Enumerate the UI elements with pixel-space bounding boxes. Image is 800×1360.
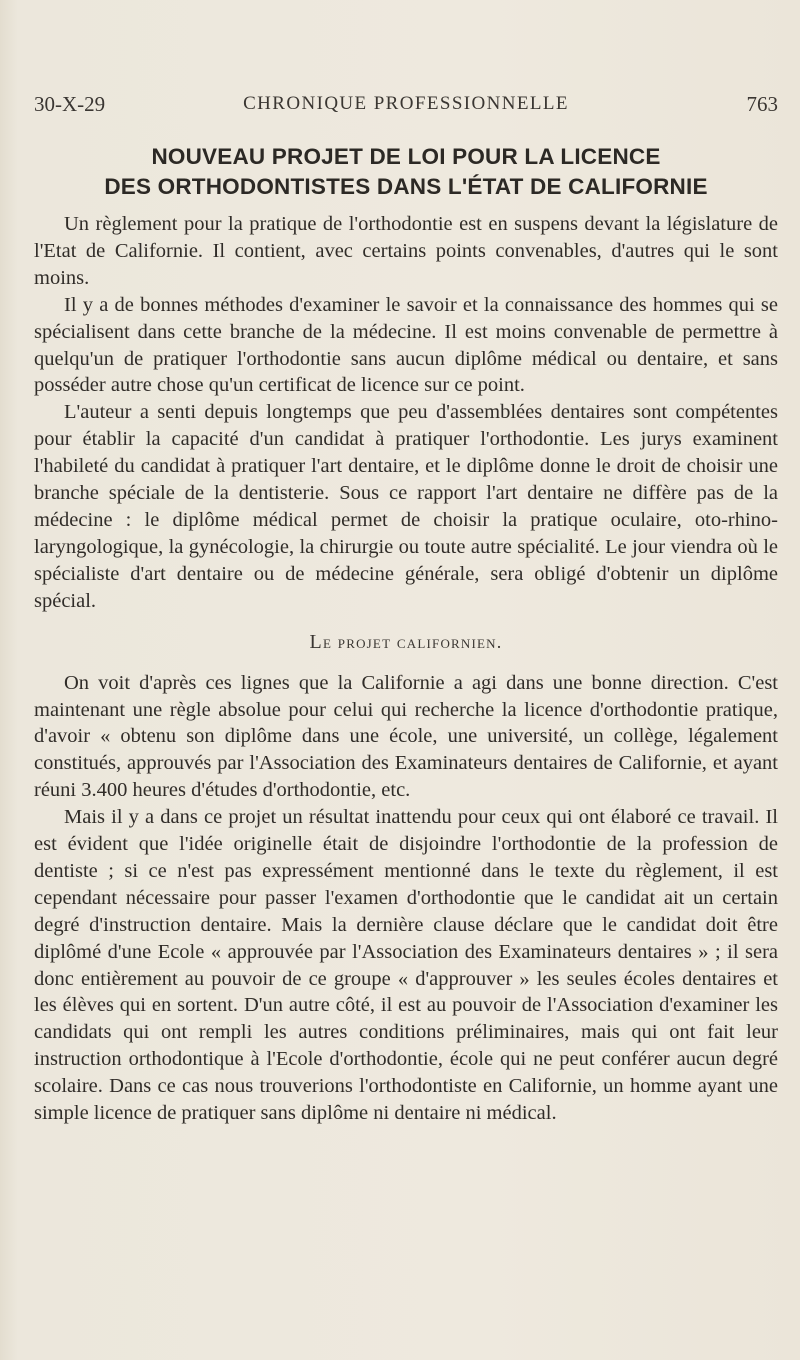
- article-title-line-1: NOUVEAU PROJET DE LOI POUR LA LICENCE: [151, 144, 661, 169]
- article-title: [34, 142, 778, 202]
- subheading-text: e projet californien.: [322, 631, 503, 652]
- section-title: CHRONIQUE PROFESSIONNELLE: [243, 93, 569, 114]
- section-subheading: [34, 630, 778, 654]
- paragraph-3: L'auteur a senti depuis longtemps que peu d'assemblées dentaires sont compétentes pour établir la capacité d'un candidat à pratiquer l'orthodontie. Les jurys examinent l'habileté du candidat à pratiquer l'art dentaire, et le diplôme donne le droit de choisir une branche spéciale de la dentisterie. Sous ce rapport l'art dentaire ne diffère pas de la médecine : le diplôme médical permet de choisir la pratique oculaire, oto-rhino-laryngologique, la gynécologie, la chirurgie ou toute autre spécialité. Le jour viendra où le spécialiste d'art dentaire ou de médecine générale, sera obligé d'obtenir un diplôme spécial.: [34, 401, 778, 612]
- paragraph-2: Il y a de bonnes méthodes d'examiner le savoir et la connaissance des hommes qui se spécialisent dans cette branche de la médecine. Il est moins convenable de permettre à quelqu'un de pratiquer l'orthodontie sans aucun diplôme médical ou dentaire, et sans posséder autre chose qu'un certificat de licence sur ce point.: [34, 293, 778, 397]
- paragraph-5: Mais il y a dans ce projet un résultat inattendu pour ceux qui ont élaboré ce travail. Il est évident que l'idée originelle était de disjoindre l'orthodontie de la profession de dentiste ; si ce n'est pas expressément mentionné dans le texte du règlement, il est cependant nécessaire pour passer l'examen d'orthodontie que le candidat ait un certain degré d'instruction dentaire. Mais la dernière clause déclare que le candidat doit être diplômé d'une Ecole « approuvée par l'Association des Examinateurs dentaires » ; il sera donc entièrement au pouvoir de ce groupe « d'approuver » les seules écoles dentaires et les élèves qui en sortent. D'un autre côté, il est au pouvoir de l'Association d'examiner les candidats qui ont rempli les autres conditions préliminaires, mais qui ont fait leur instruction orthodontique à l'Ecole d'orthodontie, école qui ne peut conférer aucun degré scolaire. Dans ce cas nous trouverions l'orthodontiste en Californie, un homme ayant une simple licence de pratiquer sans diplôme ni dentaire ni médical.: [34, 806, 778, 1125]
- page-number: 763: [746, 92, 778, 116]
- paragraph-4: On voit d'après ces lignes que la Californie a agi dans une bonne direction. C'est maintenant une règle absolue pour celui qui recherche la licence d'orthodontie pratique, d'avoir « obtenu son diplôme dans une école, une université, un collège, légalement constitués, approuvés par l'Association des Examinateurs dentaires de Californie, et ayant réuni 3.400 heures d'études d'orthodontie, etc.: [34, 671, 778, 802]
- running-header: [34, 92, 778, 122]
- subheading-initial: L: [309, 630, 323, 653]
- article-title-line-2: DES ORTHODONTISTES DANS L'ÉTAT DE CALIFORNIE: [104, 174, 708, 199]
- article-body: [34, 211, 778, 1127]
- issue-date: 30-X-29: [34, 92, 106, 116]
- paragraph-1: Un règlement pour la pratique de l'orthodontie est en suspens devant la législature de l'Etat de Californie. Il contient, avec certains points convenables, d'autres qui le sont moins.: [34, 213, 778, 289]
